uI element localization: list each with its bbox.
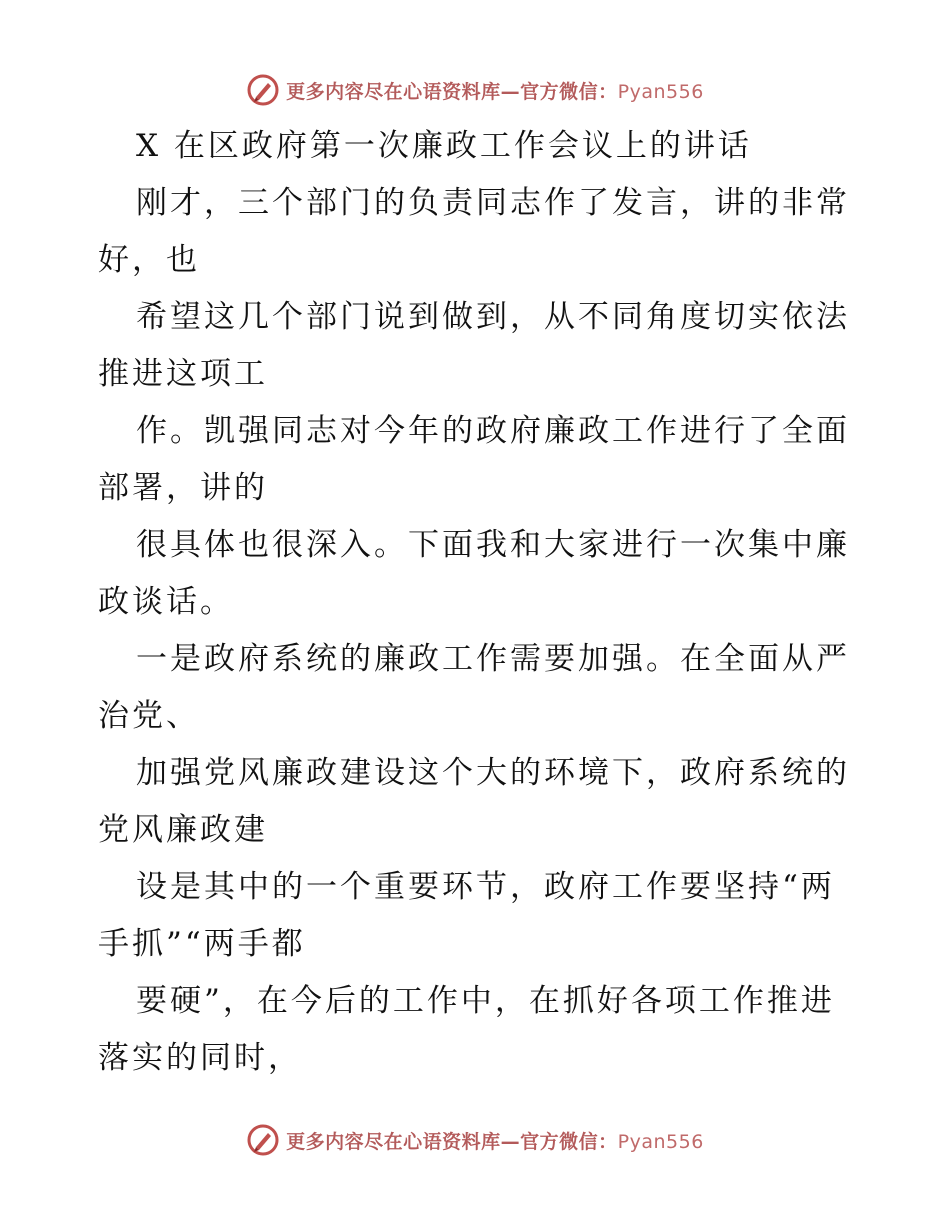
banner-text: 更多内容尽在心语资料库—官方微信：Pyan556 [286, 1130, 704, 1153]
document-body [98, 118, 858, 1087]
text-line: 部署，讲的 [98, 470, 268, 506]
text-line: 一是政府系统的廉政工作需要加强。在全面从严 [136, 641, 850, 677]
text-line: 政谈话。 [98, 584, 234, 620]
text-line: 刚才，三个部门的负责同志作了发言，讲的非常 [136, 185, 850, 221]
text-line: 很具体也很深入。下面我和大家进行一次集中廉 [136, 527, 850, 563]
banner-text: 更多内容尽在心语资料库—官方微信：Pyan556 [286, 80, 704, 103]
text-line: 落实的同时， [98, 1040, 302, 1076]
pen-logo-icon [246, 73, 280, 107]
wechat-id: Pyan556 [617, 80, 704, 103]
text-line: 手抓”“两手都 [98, 926, 306, 962]
text-line: 希望这几个部门说到做到，从不同角度切实依法 [136, 299, 850, 335]
text-line: 作。凯强同志对今年的政府廉政工作进行了全面 [136, 413, 850, 449]
pen-logo-icon [246, 1123, 280, 1157]
text-line: 党风廉政建 [98, 812, 268, 848]
text-line: 推进这项工 [98, 356, 268, 392]
text-line: 好，也 [98, 242, 200, 278]
text-line: 加强党风廉政建设这个大的环境下，政府系统的 [136, 755, 850, 791]
text-line: 治党、 [98, 698, 200, 734]
text-line: X 在区政府第一次廉政工作会议上的讲话 [136, 128, 752, 164]
wechat-id: Pyan556 [617, 1130, 704, 1153]
header-banner [0, 70, 950, 110]
footer-banner [0, 1120, 950, 1160]
text-line: 要硬”，在今后的工作中，在抓好各项工作推进 [136, 983, 835, 1019]
text-line: 设是其中的一个重要环节，政府工作要坚持“两 [136, 869, 835, 905]
